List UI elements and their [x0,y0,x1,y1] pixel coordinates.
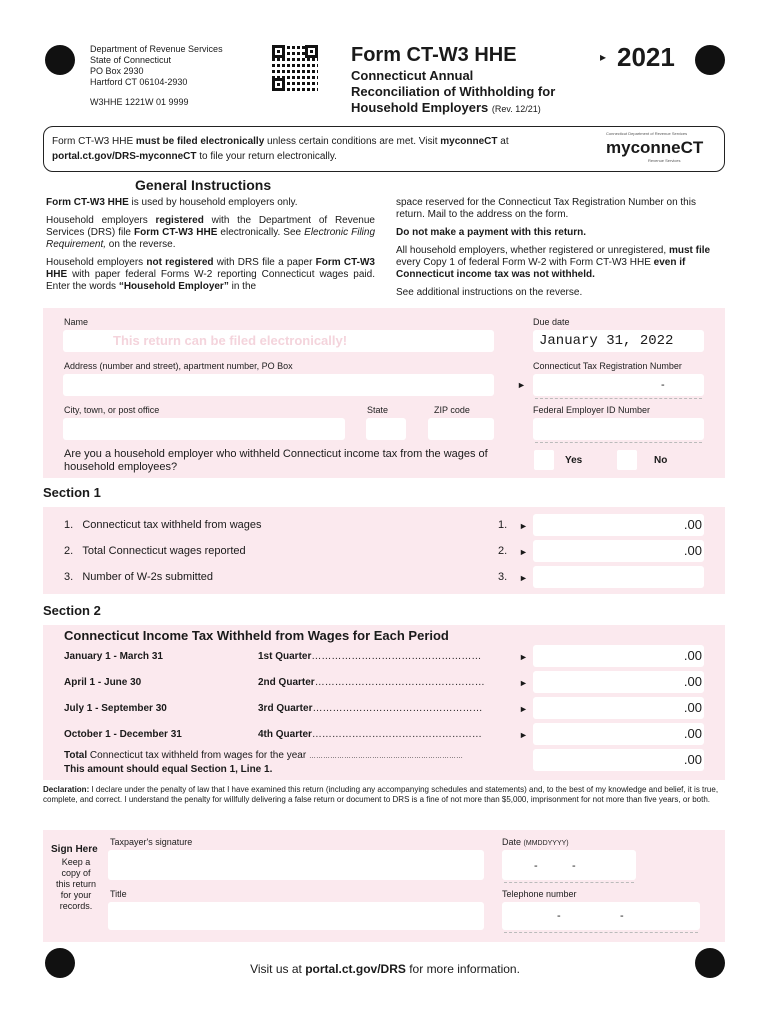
form-subtitle: Connecticut Annual Reconciliation of Withholding for Household Employers (Rev. 12/21) [351,68,556,115]
telephone-field[interactable]: - - [502,902,700,930]
date-field[interactable]: - - [502,850,636,880]
registration-mark-top-left [45,45,75,75]
section-2-heading: Connecticut Income Tax Withheld from Wages for Each Period [64,628,449,643]
title-field[interactable] [108,902,484,930]
footer-link[interactable]: portal.ct.gov/DRS [305,962,406,976]
signature-field[interactable] [108,850,484,880]
total-amount[interactable]: .00 [533,749,704,771]
notice-line-1: Form CT-W3 HHE must be filed electronically unless certain conditions are met. Visit myconneCT at [52,136,509,147]
myconnect-logo: Connecticut Department of Revenue Services myconneCT Revenue Services [606,131,704,163]
sign-here: Sign Here [51,844,98,855]
portal-link[interactable]: portal.ct.gov/DRS-myconneCT [52,151,197,162]
notice-line-2: portal.ct.gov/DRS-myconneCT to file your return electronically. [52,151,337,162]
q1-amount[interactable]: .00 [533,645,704,667]
zip-field[interactable] [428,418,494,440]
declaration: Declaration: I declare under the penalty of law that I have examined this return (including any accompanying schedules and statements) and, to the best of my knowledge and belief, it is true, complete, and correct. I understand the penalty for willfully delivering a false return or document to DRS is a fine of not more than $5,000, imprisonment for not more than five years, or both. [43,785,719,804]
instructions-heading: General Instructions [135,177,272,193]
state-field[interactable] [366,418,406,440]
form-code: W3HHE 1221W 01 9999 [90,97,189,107]
reg-arrow: ► [517,380,526,390]
due-date-field: January 31, 2022 [533,330,704,352]
q4-amount[interactable]: .00 [533,723,704,745]
section-1-line-1: 1. Connecticut tax withheld from wages [64,519,262,531]
line-3-amount[interactable] [533,566,704,588]
efile-watermark: This return can be filed electronically! [113,333,348,348]
line-1-amount[interactable]: .00 [533,514,704,536]
instructions-right: space reserved for the Connecticut Tax Registration Number on this return. Mail to the address on the form. Do not make a payment with this return. All household employers, whether registered or unregistered, must file every Copy 1 of federal Form W-2 with Form CT-W3 HHE even if Connecticut income tax was not withheld. See additional instructions on the reverse. [396,197,711,298]
tax-year: 2021 [617,42,675,72]
q2-amount[interactable]: .00 [533,671,704,693]
section-1-line-2: 2. Total Connecticut wages reported [64,545,246,557]
section-1-title: Section 1 [43,485,101,500]
city-field[interactable] [63,418,345,440]
fein-field[interactable] [533,418,704,440]
withholding-question: Are you a household employer who withheld Connecticut income tax from the wages of household employees? [64,448,488,473]
footer: Visit us at portal.ct.gov/DRS for more information. [250,962,520,976]
form-title: Form CT-W3 HHE [351,44,517,66]
keep-copy-note: Keep a copy of this return for your records. [55,857,97,911]
registration-mark-top-right [695,45,725,75]
q3-amount[interactable]: .00 [533,697,704,719]
instructions-left: Form CT-W3 HHE is used by household employers only. Household employers registered with the Department of Revenue Services (DRS) file Form CT-W3 HHE electronically. See Electronic Filing Requirement, on the reverse. Household employers not registered with DRS file a paper Form CT-W3 HHE with paper federal Forms W-2 reporting Connecticut wages paid. Enter the words “Household Employer” in the [46,197,376,292]
line-2-amount[interactable]: .00 [533,540,704,562]
year-arrow: ▸ [600,50,607,64]
address-field[interactable] [63,374,494,396]
qr-code [272,45,318,91]
dept-address: Department of Revenue Services State of Connecticut PO Box 2930 Hartford CT 06104-2930 [90,44,223,87]
yes-checkbox[interactable] [534,450,554,470]
section-2-total-label: Total Connecticut tax withheld from wages for the year ………………………………………………………… This amount should equal Section 1, Line 1. [64,750,463,775]
section-1-line-3: 3. Number of W-2s submitted [64,571,213,583]
registration-number-field[interactable]: - [533,374,704,396]
section-2-title: Section 2 [43,603,101,618]
name-field[interactable] [63,330,494,352]
no-checkbox[interactable] [617,450,637,470]
